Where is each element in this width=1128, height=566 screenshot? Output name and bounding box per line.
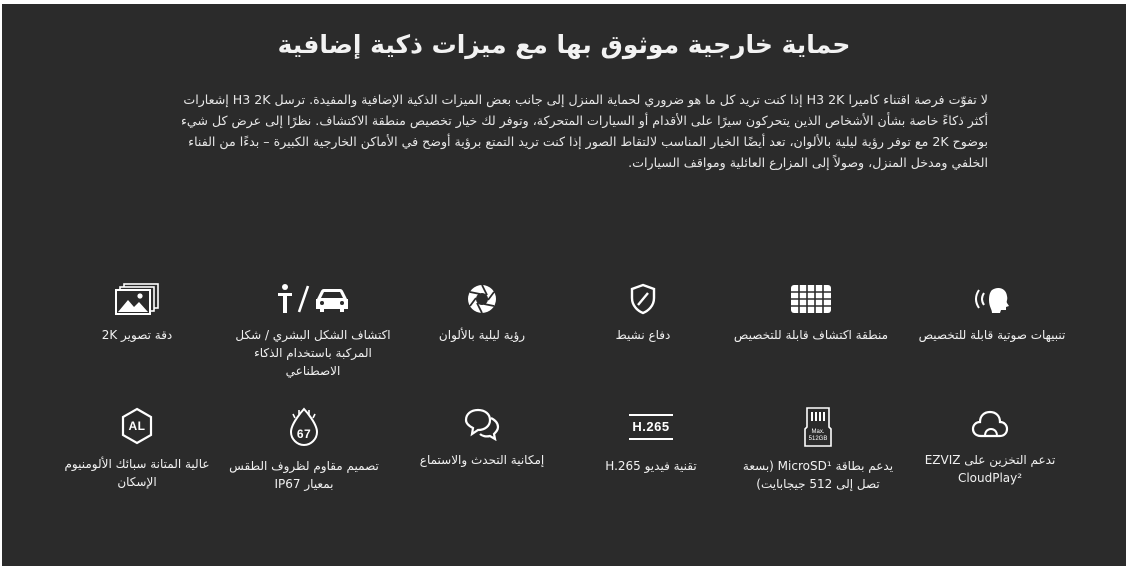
feature-label: تنبيهات صوتية قابلة للتخصيص (918, 328, 1066, 342)
aperture-icon (466, 282, 498, 316)
section-title: حماية خارجية موثوق بها مع ميزات ذكية إضافية (277, 30, 851, 59)
photos-icon (115, 282, 159, 316)
aluminum-icon (120, 407, 154, 445)
sd-capacity-text: 512GB (808, 436, 828, 442)
feature-label: تصميم مقاوم لظروف الطقس بمعيار IP67 (229, 459, 379, 491)
person-vehicle-icon (275, 282, 351, 316)
feature-label: عالية المتانة سبائك الألومنيوم الإسكان (64, 457, 210, 489)
feature-two-way-talk (397, 407, 567, 469)
feature-voice-alerts (907, 282, 1077, 344)
ip67-drop-icon (287, 407, 321, 447)
features-section (2, 4, 1126, 566)
feature-label: تقنية فيديو H.265 (605, 459, 697, 473)
aluminum-icon-text: AL (128, 419, 146, 433)
feature-label: منطقة اكتشاف قابلة للتخصيص (733, 328, 889, 342)
voice-alert-icon (970, 282, 1014, 316)
feature-label: إمكانية التحدث والاستماع (419, 453, 545, 467)
feature-aluminum (52, 407, 222, 491)
feature-ai-detection (228, 282, 398, 380)
chat-bubbles-icon (464, 407, 500, 441)
ip67-icon-text: 67 (296, 427, 312, 441)
cloud-icon (971, 407, 1009, 441)
feature-label: يدعم بطاقة MicroSD¹ (بسعة تصل إلى 512 جيجابايت) (742, 459, 894, 491)
feature-microsd (733, 407, 903, 493)
feature-2k-resolution (52, 282, 222, 344)
sd-card-icon (803, 407, 833, 447)
feature-label: تدعم التخزين على EZVIZ CloudPlay² (924, 453, 1056, 485)
feature-label: دقة تصوير 2K (101, 328, 173, 342)
feature-cloud-storage (905, 407, 1075, 487)
feature-label: دفاع نشيط (615, 328, 671, 342)
feature-label: رؤية ليلية بالألوان (438, 328, 526, 342)
feature-label: اكتشاف الشكل البشري / شكل المركبة باستخدام الذكاء الاصطناعي (235, 328, 391, 378)
h265-icon (629, 407, 673, 447)
section-description: لا تفوّت فرصة اقتناء كاميرا H3 2K إذا كنت تريد كل ما هو ضروري لحماية المنزل إلى جانب بعض الميزات الذكية الإضافية والمفيدة. ترسل H3 2K إشعارات أكثر ذكاءً خاصة بشأن الأشخاص الذين يتحركون سيرًا على الأقدام أو السيارات المتحركة، وتوفر لك خيار تخصيص منطقة الاكتشاف. نظرًا إلى عرض كل شيء بوضوح 2K مع توفر رؤية ليلية بالألوان، تعد أيضًا الخيار المناسب لالتقاط الصور إذا كنت تريد التمتع برؤية أوضح في الأماكن الخارجية الكبيرة – بدءًا من الفناء الخلفي ومدخل المنزل، وصولاً إلى المزارع العائلية ومواقف السيارات. (180, 92, 988, 170)
feature-detection-zone (726, 282, 896, 344)
feature-h265 (566, 407, 736, 475)
shield-icon (629, 282, 657, 316)
feature-color-night-vision (397, 282, 567, 344)
sd-max-text: Max. (811, 429, 825, 435)
feature-ip67 (219, 407, 389, 493)
h265-icon-text: H.265 (632, 419, 670, 434)
grid-zone-icon (790, 282, 832, 316)
feature-active-defense (558, 282, 728, 344)
